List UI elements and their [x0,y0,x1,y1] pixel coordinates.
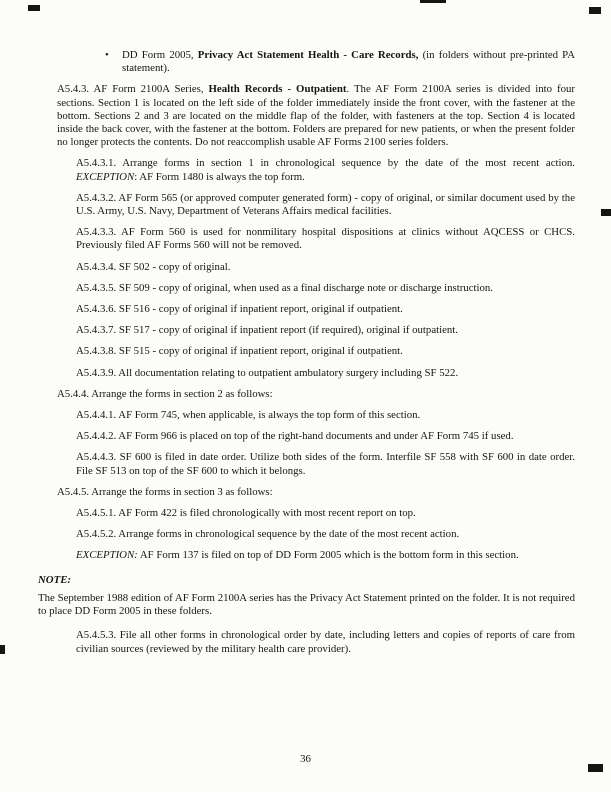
scan-artifact [28,5,40,11]
text-segment: A5.4.4. Arrange the forms in section 2 as follows: [57,387,273,400]
text-segment: A5.4.3.2. AF Form 565 (or approved computer generated form) - copy of original, or similar document used by the U.S. Army, U.S. Navy, Department of Veterans Affairs medical facilities. [76,191,575,218]
text-segment: A5.4.3.5. SF 509 - copy of original, when used as a final discharge note or discharge instruction. [76,281,493,294]
paragraph-a5-4-3-5 [76,282,575,295]
paragraph-a5-4-5-1 [76,507,575,520]
note-body [38,592,575,618]
text-segment: A5.4.4.2. AF Form 966 is placed on top of the right-hand documents and under AF Form 745 if used. [76,430,514,443]
paragraph-a5-4-3-8 [76,345,575,358]
text-segment: The September 1988 edition of AF Form 2100A series has the Privacy Act Statement printed on the folder. It is not required to place DD Form 2005 in these folders. [38,591,575,618]
text-segment: AF Form 137 is filed on top of DD Form 2005 which is the bottom form in this section. [137,549,519,562]
paragraph-a5-4-4 [57,388,575,401]
paragraph-a5-4-3-4 [76,261,575,274]
paragraph-a5-4-3-7 [76,324,575,337]
paragraph-a5-4-4-1 [76,409,575,422]
paragraph-a5-4-3 [57,83,575,149]
paragraph-bullet-dd-form-2005 [105,49,575,75]
text-segment: A5.4.3.4. SF 502 - copy of original. [76,260,231,273]
text-segment: A5.4.3.3. AF Form 560 is used for nonmilitary hospital dispositions at clinics without AQCESS or CHCS. Previously filed AF Forms 560 will not be removed. [76,226,575,252]
text-segment-bold-italic: NOTE: [38,573,71,586]
text-segment-bold: Privacy Act Statement Health - Care Records, [197,49,419,61]
paragraph-a5-4-3-3 [76,226,575,252]
text-segment: A5.4.3.6. SF 516 - copy of original if inpatient report, original if outpatient. [76,303,403,316]
text-segment: DD Form 2005, [122,49,198,61]
scan-artifact [589,7,601,14]
bullet-icon: • [105,49,109,61]
paragraph-a5-4-5 [57,486,575,499]
text-segment: A5.4.4.3. SF 600 is filed in date order. Utilize both sides of the form. Interfile SF 558 with SF 600 in date order. File SF 513 on top of the SF 600 to which it belongs. [76,451,575,477]
paragraph-a5-4-5-2 [76,528,575,541]
paragraph-a5-4-4-2 [76,430,575,443]
text-segment-bold: Health Records - Outpatient [208,83,347,96]
page-number: 36 [300,753,311,765]
text-segment: A5.4.3.7. SF 517 - copy of original if inpatient report (if required), original if outpatient. [76,324,459,337]
page-content [0,49,611,664]
text-segment: : AF Form 1480 is always the top form. [134,170,305,183]
paragraph-a5-4-5-3 [76,629,575,655]
text-segment: (in folders without pre-printed PA statement). [122,49,575,75]
note-heading [38,574,575,587]
paragraph-a5-4-3-1 [76,157,575,183]
text-segment: A5.4.3.9. All documentation relating to outpatient ambulatory surgery including SF 522. [76,366,459,379]
text-segment-italic: EXCEPTION: [76,549,138,562]
text-segment: A5.4.3. AF Form 2100A Series, [57,83,209,96]
text-segment: A5.4.3.8. SF 515 - copy of original if inpatient report, original if outpatient. [76,345,403,358]
paragraph-a5-4-4-3 [76,451,575,477]
text-segment: A5.4.3.1. Arrange forms in section 1 in chronological sequence by the date of the most recent action. [76,157,575,170]
text-segment: A5.4.5.2. Arrange forms in chronological sequence by the date of the most recent action. [76,528,460,541]
text-segment-italic: EXCEPTION [76,170,135,183]
text-segment: A5.4.5.3. File all other forms in chronological order by date, including letters and copies of reports of care from civilian sources (reviewed by the military health care provider). [76,629,575,655]
scan-artifact [420,0,446,3]
paragraph-a5-4-3-9 [76,367,575,380]
paragraph-exception [76,549,575,562]
scan-artifact [588,764,603,772]
text-segment: . The AF Form 2100A series is divided into four sections. Section 1 is located on the left side of the folder immediately inside the front cover, with the fastener at the bottom. Sections 2 and 3 are located on the middle flap of the folder, with fasteners at the top. Section 4 is located inside the back cover, with the fastener at the bottom. Folders are prepared for new patients, or when the present folder no longer protects the contents. Do not reaccomplish usable AF Forms 2100 series folders. [57,83,575,149]
text-segment: A5.4.5.1. AF Form 422 is filed chronologically with most recent report on top. [76,507,416,520]
text-segment: A5.4.5. Arrange the forms in section 3 as follows: [57,485,273,498]
paragraph-a5-4-3-2 [76,192,575,218]
text-segment: A5.4.4.1. AF Form 745, when applicable, is always the top form of this section. [76,409,421,422]
paragraph-a5-4-3-6 [76,303,575,316]
